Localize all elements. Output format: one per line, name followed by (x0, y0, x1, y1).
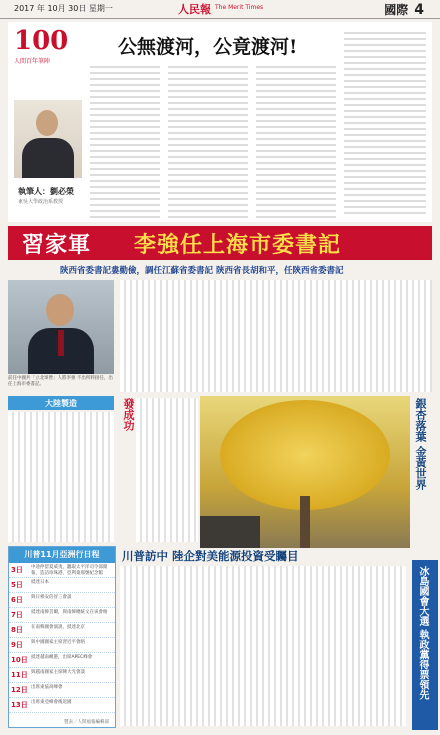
editorial-column (8, 22, 432, 222)
schedule-row: 8日 在南韓國會演說，抵達北京 (9, 623, 115, 638)
editorial-text-column (344, 28, 426, 218)
headline-part2: 李強任上海市委書記 (134, 232, 342, 258)
iceland-vertical-headline: 冰島國會大選 執政黨得票領先 (417, 566, 428, 700)
schedule-row: 7日 抵達南韓首爾，與南韓總統文在寅會晤 (9, 608, 115, 623)
schedule-row: 11日 與越南國家主席陳大光會談 (9, 668, 115, 683)
author-title: 東吳大學政治系教授 (18, 199, 64, 205)
trump-story-headline: 川普訪中 陸企對美能源投資受矚目 (122, 549, 299, 563)
photo-caption: 前任中國共「立北軍營」人將李強 不出所料接任，出任上海市委書記。 (8, 376, 113, 387)
editorial-text-column (90, 62, 160, 218)
trump-story-body (120, 566, 406, 726)
issue-date: 2017 年 10月 30日 星期一 (14, 4, 113, 13)
gingko-vertical-headline: 銀杏落葉 金黃世界 (414, 398, 427, 490)
page-header (0, 0, 440, 19)
section-label: 國際 4 (384, 2, 424, 18)
gingko-tree-photo (200, 396, 410, 548)
main-subheadline: 陝西省委書記婁勤儉，調任江蘇省委書記 陝西省長胡和平，任陝西省委書記 (60, 266, 344, 276)
headline-part1: 習家軍 (22, 232, 92, 258)
schedule-row: 9日 與中國國家主席習近平會晤 (9, 638, 115, 653)
author-portrait (14, 100, 82, 178)
editorial-title: 公無渡河，公竟渡河! (118, 36, 298, 58)
author-name: 執筆人：劉必榮 (18, 187, 74, 196)
schedule-row: 6日 與日相安倍晉三會談 (9, 593, 115, 608)
paper-logo: 人民報 (178, 3, 211, 16)
schedule-source: 製表／人間福報編輯部 (64, 720, 109, 725)
brand-100-logo: 100 人間百年筆陣 (14, 26, 69, 65)
schedule-row: 10日 抵達越南峴港，出席APEC峰會 (9, 653, 115, 668)
drone-vertical-headline: 發成功 (122, 398, 135, 431)
editorial-text-column (256, 62, 336, 218)
schedule-row: 12日 出席東協高峰會 (9, 683, 115, 698)
main-story-body (120, 280, 432, 392)
main-headline-banner (8, 226, 432, 260)
schedule-row: 3日 中途停留夏威夷，聽取太平洋司令部簡報，造訪珍珠港、亞利桑那號紀念館 (9, 563, 115, 578)
section-tag: 大陸製造 (8, 396, 114, 410)
editorial-text-column (168, 62, 248, 218)
drone-story-body-2 (136, 398, 198, 542)
schedule-title: 川普11月亞洲行日程 (9, 547, 115, 563)
schedule-row: 5日 抵達日本 (9, 578, 115, 593)
iceland-headline-bar (412, 560, 438, 730)
page-number: 4 (414, 2, 424, 18)
li-qiang-photo (8, 280, 114, 374)
paper-logo-english: The Merit Times (215, 4, 264, 11)
schedule-table (8, 546, 116, 728)
drone-story-body (8, 412, 114, 542)
schedule-row: 13日 出席東亞峰會後返國 (9, 698, 115, 713)
